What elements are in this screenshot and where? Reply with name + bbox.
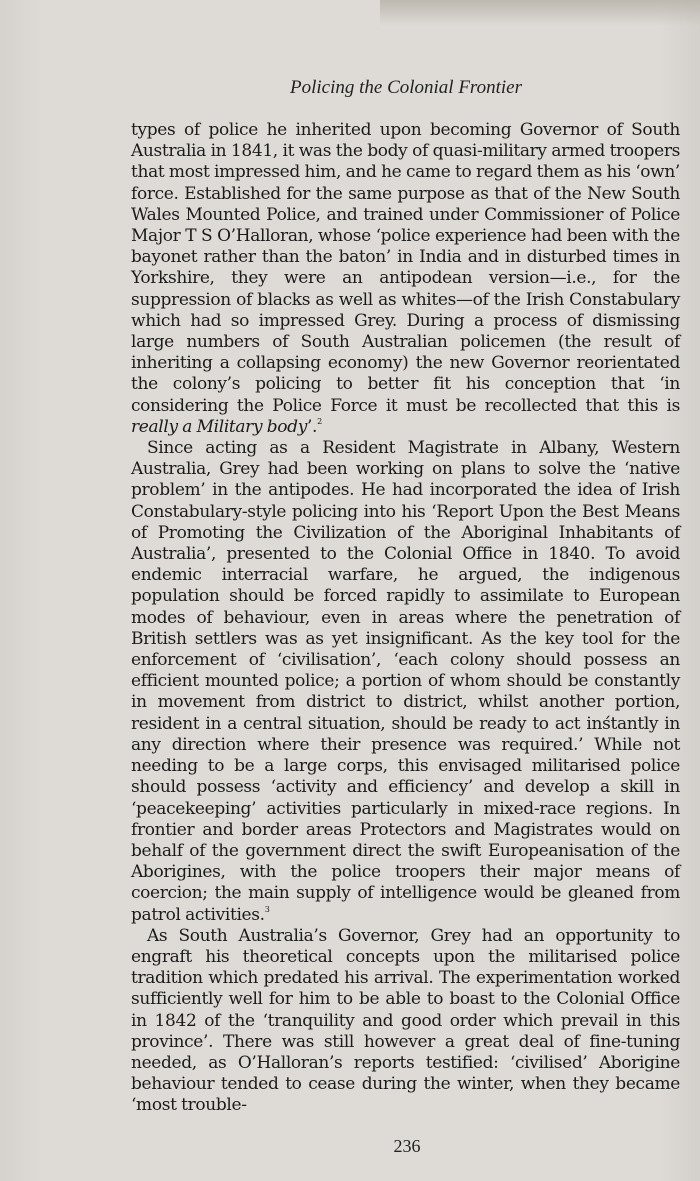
footnote-marker-3: 3 bbox=[264, 904, 270, 914]
paragraph-3-text: As South Australia’s Governor, Grey had an opportunity to engraft his theoretical concepts upon the militarised police tradition which predated his arrival. The experimentation worked sufficiently well for him to be able to boast to the Colonial Office in 1842 of the ‘tranquility and good order which prevail in this province’. There was still however a great deal of fine-tuning needed, as O’Halloran’s reports testified: ‘civilised’ Aborigine behaviour tended to cease during the winter, when they became ‘most trouble- bbox=[131, 925, 680, 1116]
paragraph-1-text: types of police he inherited upon becoming Governor of South Australia in 1841, it was the body of quasi-military armed troopers that most impressed him, and he came to regard them as his ‘own’ force. Established for the same purpose as that of the New South Wales Mounted Police, and trained under Commissioner of Police Major T S O’Halloran, whose ‘police experience had been with the bayonet rather than the baton’ in India and in disturbed times in Yorkshire, they were an antipodean version—i.e., for the suppression of blacks as well as whites—of the Irish Constabulary which had so impressed Grey. During a process of dismissing large numbers of South Australian policemen (the result of inheriting a collapsing economy) the new Governor reorientated the colony’s policing to better fit his conception that ‘in considering the Police Force it must be recollected that this is bbox=[131, 120, 680, 416]
footnote-marker-2: 2 bbox=[317, 416, 322, 426]
body-text bbox=[131, 120, 680, 1117]
paragraph-1-closing: ’. bbox=[306, 416, 318, 437]
paragraph-2-text: Since acting as a Resident Magistrate in Albany, Western Australia, Grey had been working on plans to solve the ‘native problem’ in the antipodes. He had incorporated the idea of Irish Constabulary-style policing into his ‘Report Upon the Best Means of Promoting the Civilization of the Aboriginal Inhabitants of Australia’, presented to the Colonial Office in 1840. To avoid endemic interracial warfare, he argued, the indigenous population should be forced rapidly to assimilate to European modes of behaviour, even in areas where the penetration of British settlers was as yet insignificant. As the key tool for the enforcement of ‘civilisation’, ‘each colony should possess an efficient mounted police; a portion of whom should be constantly in movement from district to district, whilst another portion, resident in a central situation, should be ready to act inśtantly in any direction where their presence was required.’ While not needing to be a large corps, this envisaged militarised police should possess ‘activity and efficiency’ and develop a skill in ‘peacekeeping’ activities particularly in mixed-race regions. In frontier and border areas Protectors and Magistrates would on behalf of the government direct the swift Europeanisation of the Aborigines, with the police troopers their major means of coercion; the main supply of intelligence would be gleaned from patrol activities. bbox=[131, 438, 680, 925]
paragraph-3 bbox=[131, 926, 680, 1117]
paragraph-2 bbox=[131, 438, 680, 926]
emphasis-text: really a Military body bbox=[131, 416, 307, 437]
running-head: Policing the Colonial Frontier bbox=[289, 77, 523, 98]
paragraph-1 bbox=[131, 120, 680, 438]
page-edge-shadow bbox=[380, 0, 700, 26]
page-number: 236 bbox=[393, 1136, 421, 1156]
